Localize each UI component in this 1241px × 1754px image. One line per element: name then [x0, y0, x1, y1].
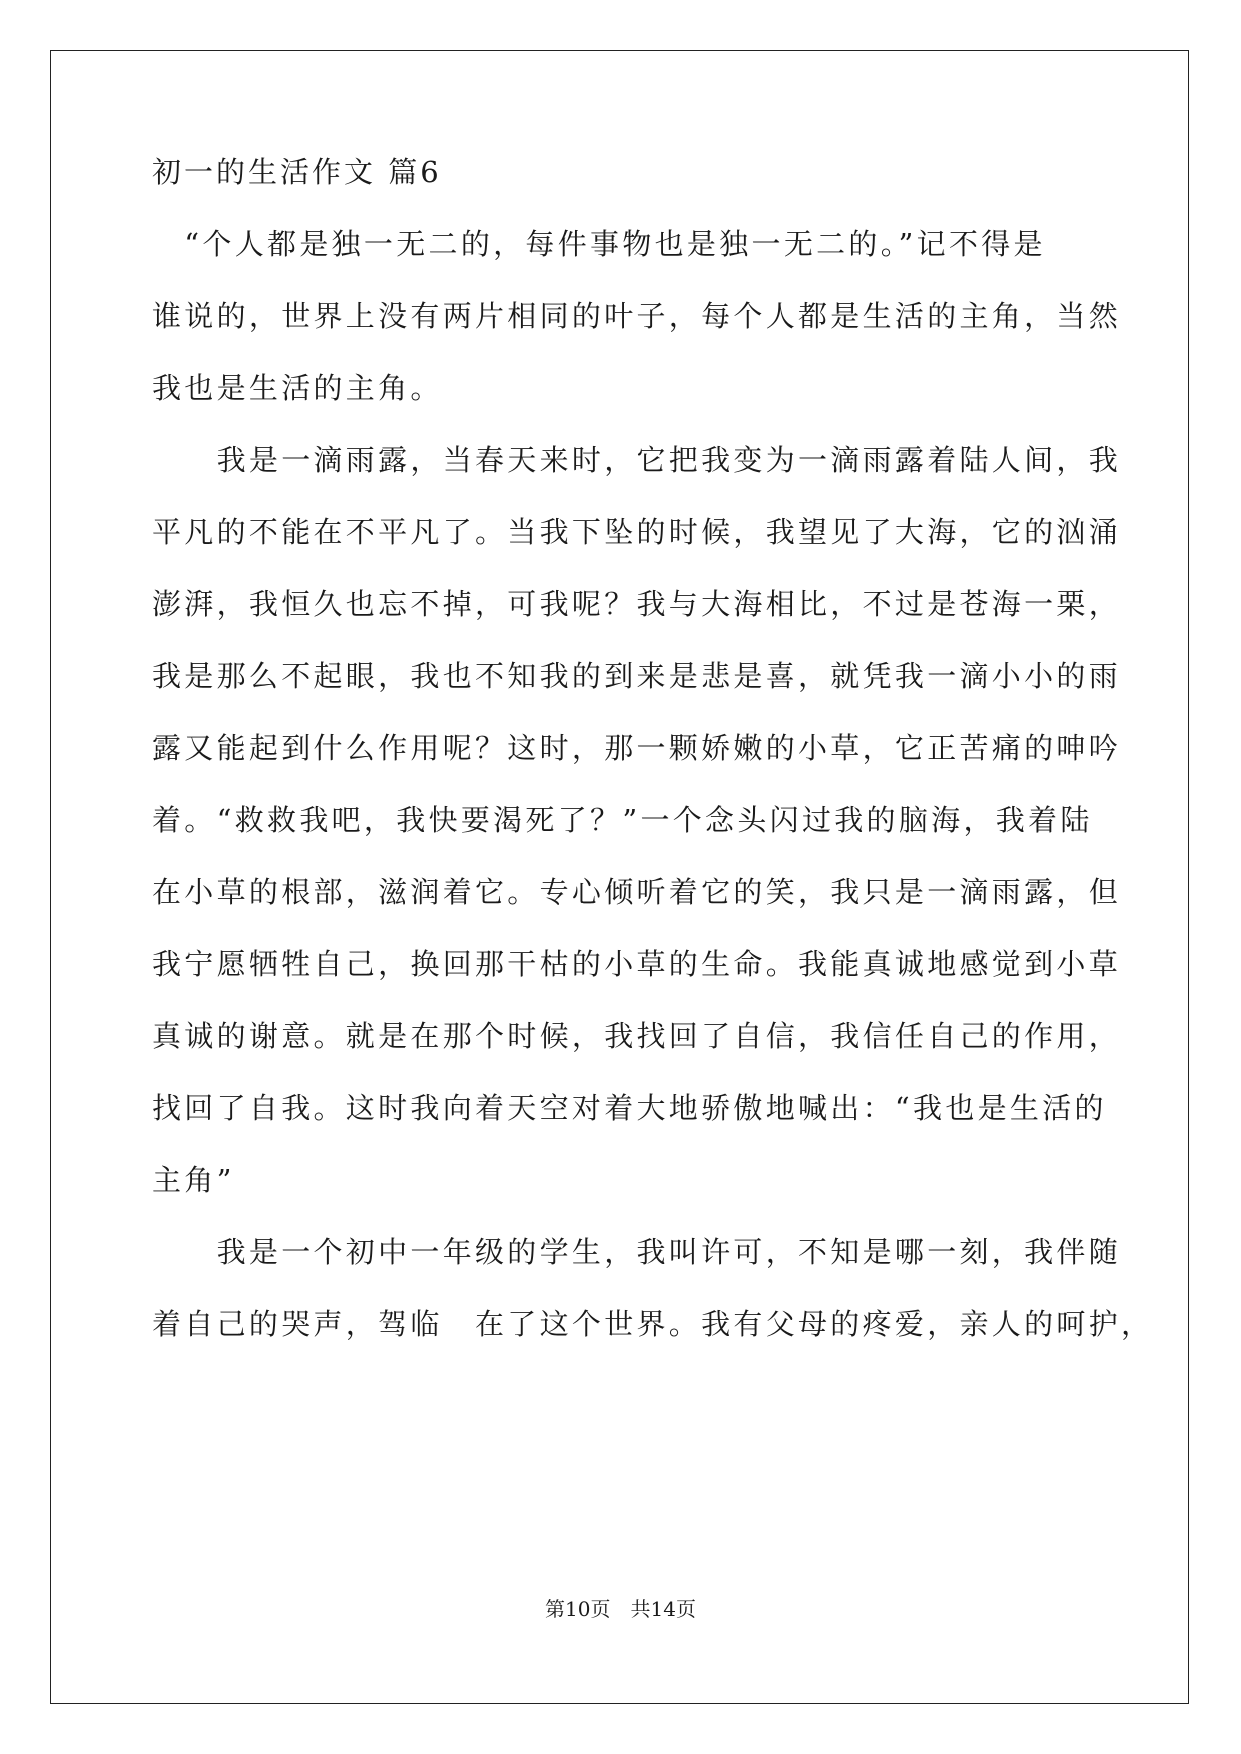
text-line: 平凡的不能在不平凡了。当我下坠的时候，我望见了大海，它的汹涌	[152, 515, 1122, 549]
text-line: 露又能起到什么作用呢？这时，那一颗娇嫩的小草，它正苦痛的呻吟	[152, 731, 1122, 765]
text-line: 主角”	[152, 1163, 235, 1197]
text-line: 着。“救救我吧，我快要渴死了？”一个念头闪过我的脑海，我着陆	[152, 803, 1093, 837]
text-line: 我也是生活的主角。	[152, 371, 443, 405]
text-line: 着自己的哭声，驾临 在了这个世界。我有父母的疼爱，亲人的呵护，	[152, 1307, 1154, 1341]
text-line: “个人都是独一无二的，每件事物也是独一无二的。”记不得是	[152, 227, 1046, 261]
text-line: 在小草的根部，滋润着它。专心倾听着它的笑，我只是一滴雨露，但	[152, 875, 1122, 909]
text-line: 我是一滴雨露，当春天来时，它把我变为一滴雨露着陆人间，我	[152, 443, 1122, 477]
text-line: 我宁愿牺牲自己，换回那干枯的小草的生命。我能真诚地感觉到小草	[152, 947, 1122, 981]
text-line: 真诚的谢意。就是在那个时候，我找回了自信，我信任自己的作用，	[152, 1019, 1122, 1053]
text-line: 谁说的，世界上没有两片相同的叶子，每个人都是生活的主角，当然	[152, 299, 1122, 333]
page-footer	[0, 1596, 1241, 1622]
text-line: 我是一个初中一年级的学生，我叫许可，不知是哪一刻，我伴随	[152, 1235, 1122, 1269]
page-number-label: 第10页 共14页	[545, 1597, 696, 1621]
text-line: 我是那么不起眼，我也不知我的到来是悲是喜，就凭我一滴小小的雨	[152, 659, 1122, 693]
text-line: 澎湃，我恒久也忘不掉，可我呢？我与大海相比，不过是苍海一栗，	[152, 587, 1122, 621]
text-line: 找回了自我。这时我向着天空对着大地骄傲地喊出：“我也是生活的	[152, 1091, 1107, 1125]
document-title: 初一的生活作文 篇6	[152, 155, 442, 189]
